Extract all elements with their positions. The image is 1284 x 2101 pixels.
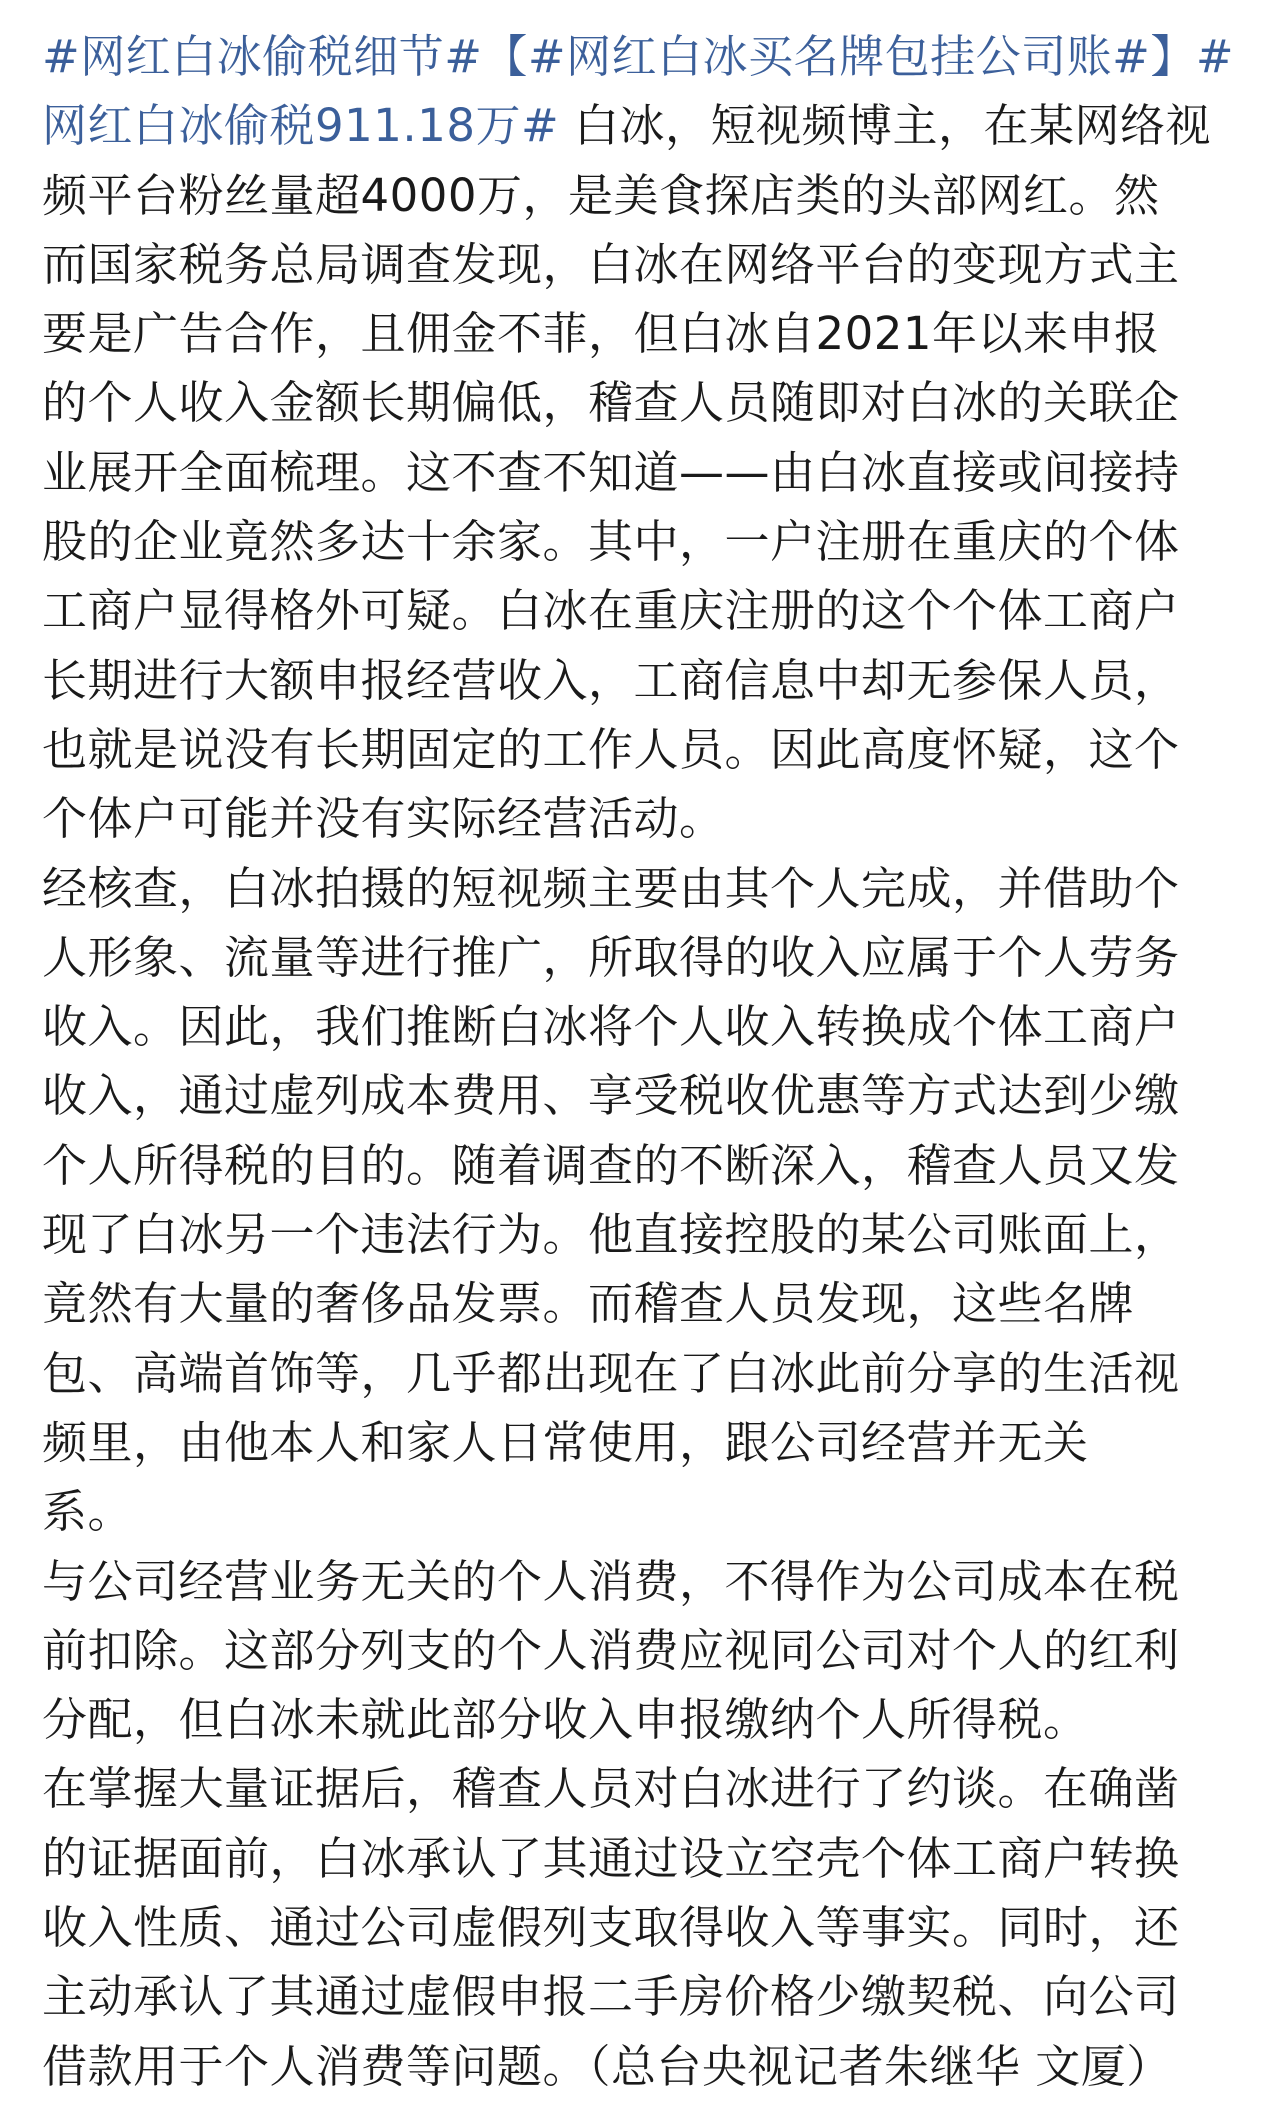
- post-line-2: [42, 91, 1242, 160]
- post-text-line: 长期进行大额申报经营收入，工商信息中却无参保人员，: [42, 653, 1180, 707]
- post-text-line: 的证据面前，白冰承认了其通过设立空壳个体工商户转换: [42, 1831, 1180, 1885]
- hashtag-link[interactable]: 网红白冰偷税911.18万#: [42, 99, 560, 153]
- post-text-line: 在掌握大量证据后，稽查人员对白冰进行了约谈。在确凿: [42, 1762, 1180, 1816]
- post-text-line: 个人所得税的目的。随着调查的不断深入，稽查人员又发: [42, 1138, 1180, 1192]
- hashtag-link[interactable]: 【#网红白冰买名牌包挂公司账#】: [482, 30, 1196, 83]
- hashtag-link[interactable]: #网红白冰偷税细节#: [42, 30, 483, 83]
- post-text-line: 与公司经营业务无关的个人消费，不得作为公司成本在税: [42, 1554, 1180, 1608]
- post-text-line: 而国家税务总局调查发现，白冰在网络平台的变现方式主: [42, 237, 1180, 291]
- post-text-line: 收入。因此，我们推断白冰将个人收入转换成个体工商户: [42, 1000, 1180, 1054]
- post-text-line: 业展开全面梳理。这不查不知道——由白冰直接或间接持: [42, 445, 1180, 499]
- post-text-line: 借款用于个人消费等问题。（总台央视记者朱继华 文厦）: [42, 2039, 1172, 2093]
- post-text-line: 竟然有大量的奢侈品发票。而稽查人员发现，这些名牌: [42, 1277, 1135, 1331]
- hashtag-link[interactable]: #: [1195, 30, 1235, 83]
- post-text: 白冰，短视频博主，在某网络视: [559, 99, 1211, 153]
- post-text-line: 收入性质、通过公司虚假列支取得收入等事实。同时，还: [42, 1901, 1180, 1955]
- post-text-line: 工商户显得格外可疑。白冰在重庆注册的这个个体工商户: [42, 584, 1180, 638]
- post-text-line: 前扣除。这部分列支的个人消费应视同公司对个人的红利: [42, 1623, 1180, 1677]
- post-body: [42, 22, 1242, 2101]
- post-text-line: 个体户可能并没有实际经营活动。: [42, 792, 725, 846]
- post-text-line: 分配，但白冰未就此部分收入申报缴纳个人所得税。: [42, 1693, 1089, 1747]
- post-text-line: 频平台粉丝量超4000万，是美食探店类的头部网红。然: [42, 168, 1160, 222]
- post-text-line: 经核查，白冰拍摄的短视频主要由其个人完成，并借助个: [42, 861, 1180, 915]
- post-text-line: 收入，通过虚列成本费用、享受税收优惠等方式达到少缴: [42, 1069, 1180, 1123]
- post-text-line: 系。: [42, 1485, 134, 1539]
- post-text-line: 包、高端首饰等，几乎都出现在了白冰此前分享的生活视: [42, 1346, 1180, 1400]
- post-line-1: [42, 22, 1242, 91]
- post-text-line: 人形象、流量等进行推广，所取得的收入应属于个人劳务: [42, 930, 1180, 984]
- post-text-line: 股的企业竟然多达十余家。其中，一户注册在重庆的个体: [42, 515, 1180, 569]
- post-text-line: 的个人收入金额长期偏低，稽查人员随即对白冰的关联企: [42, 376, 1180, 430]
- post-text-line: 也就是说没有长期固定的工作人员。因此高度怀疑，这个: [42, 722, 1180, 776]
- post-text-line: 要是广告合作，且佣金不菲，但白冰自2021年以来申报: [42, 307, 1160, 361]
- post-text-line: 主动承认了其通过虚假申报二手房价格少缴契税、向公司: [42, 1970, 1180, 2024]
- post-text-line: 频里，由他本人和家人日常使用，跟公司经营并无关: [42, 1415, 1089, 1469]
- post-text-line: 现了白冰另一个违法行为。他直接控股的某公司账面上，: [42, 1208, 1180, 1262]
